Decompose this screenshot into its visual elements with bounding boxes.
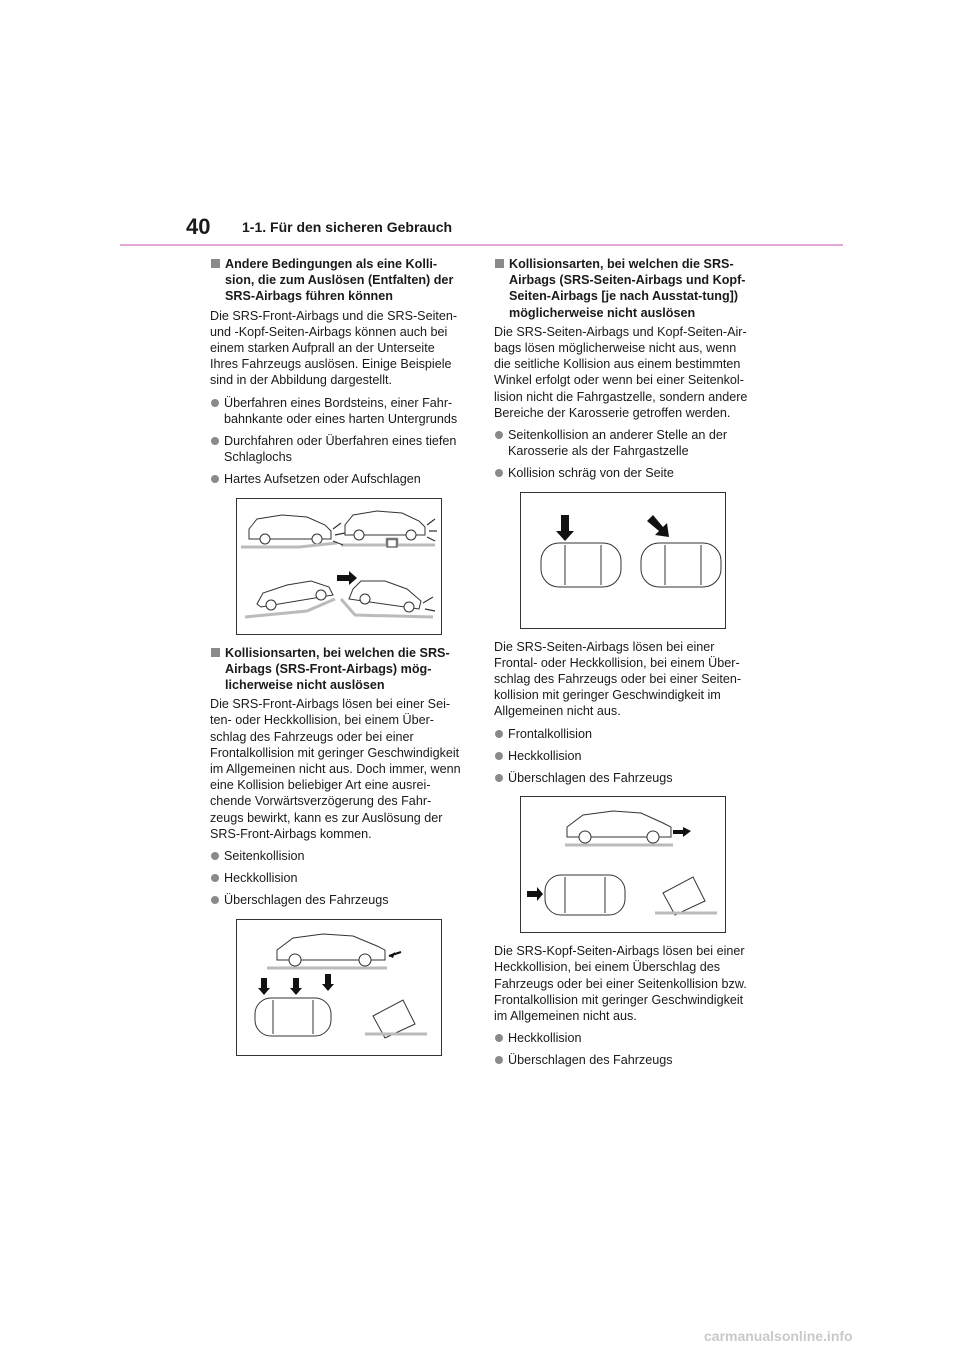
square-bullet-icon [211, 259, 220, 268]
list-item: Überschlagen des Fahrzeugs [494, 1052, 748, 1068]
car-collision-illustration [237, 920, 441, 1055]
circle-bullet-icon [211, 437, 219, 445]
list-item: Überfahren eines Bordsteins, einer Fahr-bahnkante oder eines harten Untergrunds [210, 395, 464, 427]
list-item: Durchfahren oder Überfahren eines tiefen Schlaglochs [210, 433, 464, 465]
section-heading [494, 256, 748, 321]
heading-text: Kollisionsarten, bei welchen die SRS-Airbags (SRS-Front-Airbags) mög-licherweise nicht auslösen [225, 645, 450, 693]
figure-side-airbag-non-deploy [520, 796, 726, 933]
car-underside-impact-illustration [237, 499, 441, 634]
circle-bullet-icon [495, 774, 503, 782]
list-item: Frontalkollision [494, 726, 748, 742]
figure-front-airbag-non-deploy [236, 919, 442, 1056]
circle-bullet-icon [211, 399, 219, 407]
section-heading [210, 645, 464, 694]
list-item: Heckkollision [494, 1030, 748, 1046]
circle-bullet-icon [495, 469, 503, 477]
circle-bullet-icon [211, 852, 219, 860]
left-column [210, 256, 464, 1066]
square-bullet-icon [211, 648, 220, 657]
circle-bullet-icon [211, 874, 219, 882]
chapter-title: 1-1. Für den sicheren Gebrauch [242, 219, 453, 235]
list-item: Heckkollision [494, 748, 748, 764]
circle-bullet-icon [495, 730, 503, 738]
list-item: Heckkollision [210, 870, 464, 886]
paragraph: Die SRS-Front-Airbags lösen bei einer Sei-ten- oder Heckkollision, bei einem Über-schlag des Fahrzeugs oder bei einer Frontalkollision mit geringer Geschwindigkeit im Allgemeinen nicht aus. Doch immer, wenn eine Kollision beliebiger Art eine ausrei-chende Vorwärtsverzögerung des Fahr-zeugs bewirkt, kann es zur Auslösung der SRS-Front-Airbags kommen. [210, 697, 461, 841]
header-rule [120, 244, 843, 246]
car-collision-illustration [521, 797, 725, 932]
section-heading [210, 256, 464, 305]
list-item: Überschlagen des Fahrzeugs [494, 770, 748, 786]
figure-underside-impacts [236, 498, 442, 635]
circle-bullet-icon [495, 1056, 503, 1064]
figure-side-collision-angles [520, 492, 726, 629]
heading-text: Andere Bedingungen als eine Kolli-sion, die zum Auslösen (Entfalten) der SRS-Airbags führen können [225, 257, 454, 304]
paragraph: Die SRS-Seiten-Airbags und Kopf-Seiten-Air-bags lösen möglicherweise nicht aus, wenn die seitliche Kollision aus einem bestimmten Winkel erfolgt oder wenn bei einer Seitenkol-lision nicht die Fahrgastzelle, sondern andere Bereiche der Karosserie getroffen werden. [494, 324, 748, 420]
paragraph: Die SRS-Front-Airbags und die SRS-Seiten- und -Kopf-Seiten-Airbags können auch bei einem starken Aufprall an der Unterseite Ihres Fahrzeugs auslösen. Einige Beispiele sind in der Abbildung dargestellt. [210, 308, 458, 388]
car-side-collision-illustration [521, 493, 725, 628]
list-item: Hartes Aufsetzen oder Aufschlagen [210, 471, 464, 487]
heading-text: Kollisionsarten, bei welchen die SRS-Airbags (SRS-Seiten-Airbags und Kopf-Seiten-Airbags [je nach Ausstat-tung]) möglicherweise nicht auslösen [509, 257, 746, 320]
list-item: Kollision schräg von der Seite [494, 465, 748, 481]
circle-bullet-icon [495, 1034, 503, 1042]
circle-bullet-icon [495, 431, 503, 439]
square-bullet-icon [495, 259, 504, 268]
circle-bullet-icon [211, 896, 219, 904]
list-item: Überschlagen des Fahrzeugs [210, 892, 464, 908]
right-column [494, 256, 748, 1075]
circle-bullet-icon [211, 475, 219, 483]
paragraph: Die SRS-Seiten-Airbags lösen bei einer Frontal- oder Heckkollision, bei einem Über-schlag des Fahrzeugs oder bei einer Seiten-kollision mit geringer Geschwindigkeit im Allgemeinen nicht aus. [494, 639, 742, 719]
watermark: carmanualsonline.info [704, 1328, 853, 1344]
list-item: Seitenkollision an anderer Stelle an der Karosserie als der Fahrgastzelle [494, 427, 748, 459]
list-item: Seitenkollision [210, 848, 464, 864]
circle-bullet-icon [495, 752, 503, 760]
paragraph: Die SRS-Kopf-Seiten-Airbags lösen bei einer Heckkollision, bei einem Überschlag des Fahrzeugs oder bei einer Seitenkollision bzw. Frontalkollision mit geringer Geschwindigkeit im Allgemeinen nicht aus. [494, 944, 747, 1024]
page-number: 40 [186, 214, 211, 239]
